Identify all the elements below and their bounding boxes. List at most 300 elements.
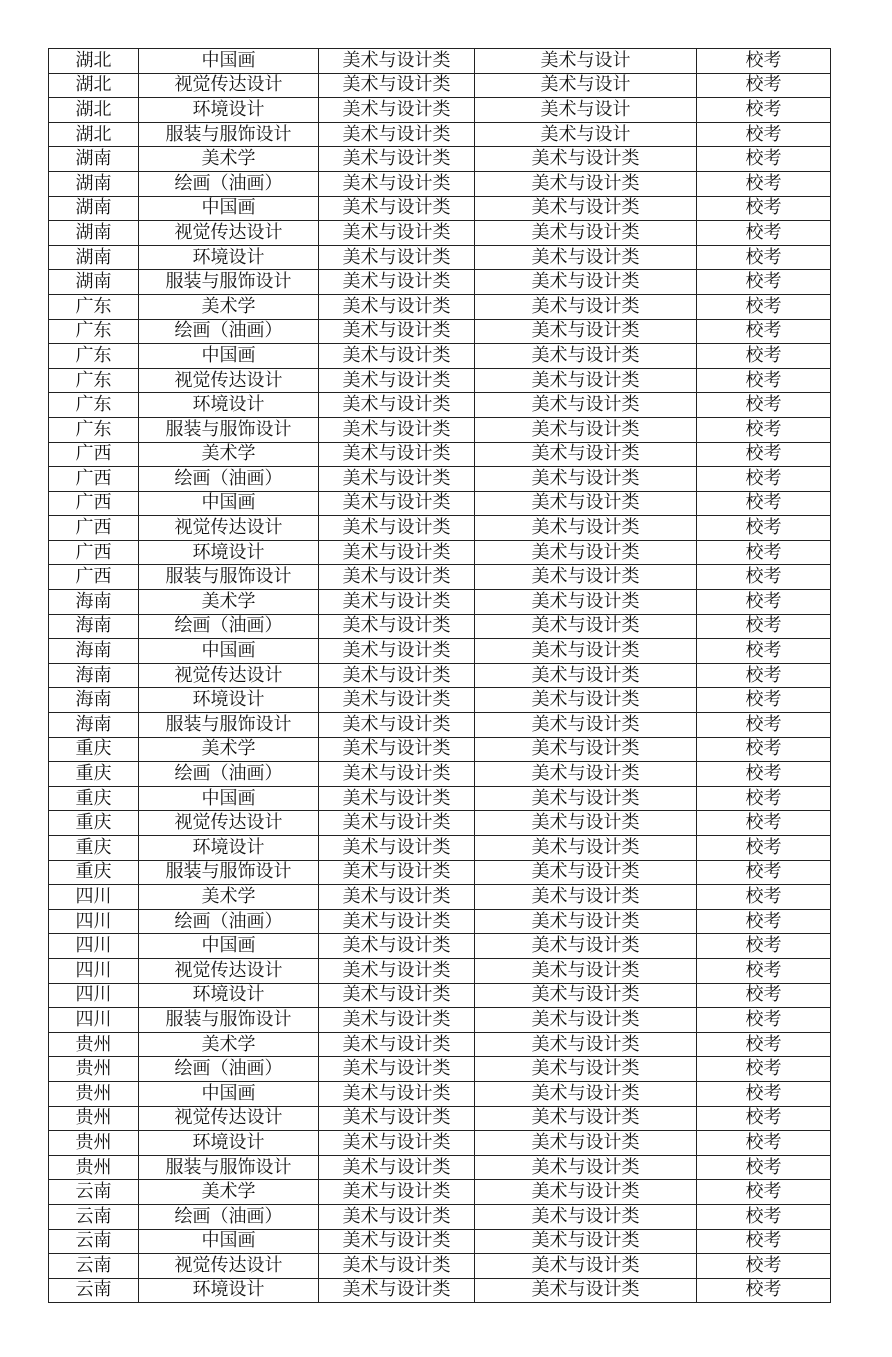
exam-method-cell: 校考 [697, 1229, 831, 1254]
province-cell: 云南 [49, 1229, 139, 1254]
province-cell: 湖南 [49, 270, 139, 295]
major-cell: 绘画（油画） [139, 1057, 319, 1082]
province-cell: 广西 [49, 540, 139, 565]
exam-type-cell: 美术与设计类 [475, 491, 697, 516]
category-cell: 美术与设计类 [319, 294, 475, 319]
exam-type-cell: 美术与设计类 [475, 319, 697, 344]
table-row [49, 147, 831, 172]
major-cell: 中国画 [139, 934, 319, 959]
exam-type-cell: 美术与设计 [475, 49, 697, 74]
table-row [49, 1278, 831, 1303]
exam-method-cell: 校考 [697, 1081, 831, 1106]
province-cell: 重庆 [49, 836, 139, 861]
major-cell: 美术学 [139, 737, 319, 762]
major-cell: 中国画 [139, 491, 319, 516]
category-cell: 美术与设计类 [319, 1254, 475, 1279]
exam-type-cell: 美术与设计类 [475, 688, 697, 713]
province-cell: 贵州 [49, 1106, 139, 1131]
major-cell: 视觉传达设计 [139, 811, 319, 836]
exam-method-cell: 校考 [697, 565, 831, 590]
table-row [49, 663, 831, 688]
exam-method-cell: 校考 [697, 934, 831, 959]
table-row [49, 1254, 831, 1279]
table-row [49, 516, 831, 541]
exam-method-cell: 校考 [697, 614, 831, 639]
exam-type-cell: 美术与设计类 [475, 171, 697, 196]
province-cell: 贵州 [49, 1032, 139, 1057]
table-row [49, 590, 831, 615]
category-cell: 美术与设计类 [319, 1008, 475, 1033]
table-row [49, 442, 831, 467]
exam-type-cell: 美术与设计类 [475, 1180, 697, 1205]
province-cell: 海南 [49, 663, 139, 688]
exam-method-cell: 校考 [697, 221, 831, 246]
major-cell: 环境设计 [139, 393, 319, 418]
category-cell: 美术与设计类 [319, 393, 475, 418]
category-cell: 美术与设计类 [319, 73, 475, 98]
major-cell: 中国画 [139, 196, 319, 221]
category-cell: 美术与设计类 [319, 467, 475, 492]
exam-type-cell: 美术与设计 [475, 73, 697, 98]
province-cell: 重庆 [49, 811, 139, 836]
exam-method-cell: 校考 [697, 122, 831, 147]
major-cell: 服装与服饰设计 [139, 1155, 319, 1180]
category-cell: 美术与设计类 [319, 1131, 475, 1156]
province-cell: 广东 [49, 368, 139, 393]
table-row [49, 737, 831, 762]
category-cell: 美术与设计类 [319, 319, 475, 344]
exam-type-cell: 美术与设计类 [475, 565, 697, 590]
table-row [49, 1008, 831, 1033]
table-row [49, 1155, 831, 1180]
category-cell: 美术与设计类 [319, 368, 475, 393]
exam-method-cell: 校考 [697, 417, 831, 442]
table-row [49, 958, 831, 983]
category-cell: 美术与设计类 [319, 442, 475, 467]
category-cell: 美术与设计类 [319, 270, 475, 295]
major-cell: 视觉传达设计 [139, 368, 319, 393]
table-row [49, 196, 831, 221]
province-cell: 四川 [49, 885, 139, 910]
category-cell: 美术与设计类 [319, 1106, 475, 1131]
category-cell: 美术与设计类 [319, 245, 475, 270]
province-cell: 重庆 [49, 860, 139, 885]
province-cell: 贵州 [49, 1057, 139, 1082]
table-row [49, 762, 831, 787]
table-row [49, 811, 831, 836]
major-cell: 服装与服饰设计 [139, 860, 319, 885]
table-row [49, 934, 831, 959]
table-row [49, 49, 831, 74]
category-cell: 美术与设计类 [319, 196, 475, 221]
table-row [49, 786, 831, 811]
major-cell: 视觉传达设计 [139, 958, 319, 983]
exam-method-cell: 校考 [697, 762, 831, 787]
category-cell: 美术与设计类 [319, 713, 475, 738]
major-cell: 视觉传达设计 [139, 663, 319, 688]
category-cell: 美术与设计类 [319, 762, 475, 787]
province-cell: 四川 [49, 983, 139, 1008]
exam-method-cell: 校考 [697, 540, 831, 565]
table-row [49, 860, 831, 885]
province-cell: 重庆 [49, 786, 139, 811]
major-cell: 美术学 [139, 147, 319, 172]
province-cell: 湖南 [49, 245, 139, 270]
table-body [49, 49, 831, 1303]
exam-method-cell: 校考 [697, 836, 831, 861]
major-cell: 美术学 [139, 442, 319, 467]
table-row [49, 344, 831, 369]
table-row [49, 467, 831, 492]
major-cell: 中国画 [139, 1229, 319, 1254]
exam-method-cell: 校考 [697, 491, 831, 516]
category-cell: 美术与设计类 [319, 171, 475, 196]
exam-method-cell: 校考 [697, 958, 831, 983]
table-row [49, 171, 831, 196]
category-cell: 美术与设计类 [319, 811, 475, 836]
province-cell: 贵州 [49, 1155, 139, 1180]
major-cell: 环境设计 [139, 983, 319, 1008]
category-cell: 美术与设计类 [319, 491, 475, 516]
province-cell: 四川 [49, 934, 139, 959]
major-cell: 中国画 [139, 639, 319, 664]
province-cell: 海南 [49, 713, 139, 738]
exam-method-cell: 校考 [697, 860, 831, 885]
category-cell: 美术与设计类 [319, 983, 475, 1008]
major-cell: 美术学 [139, 590, 319, 615]
major-cell: 服装与服饰设计 [139, 713, 319, 738]
province-cell: 海南 [49, 639, 139, 664]
table-row [49, 909, 831, 934]
province-cell: 湖北 [49, 49, 139, 74]
exam-type-cell: 美术与设计类 [475, 958, 697, 983]
exam-method-cell: 校考 [697, 368, 831, 393]
province-cell: 湖南 [49, 147, 139, 172]
exam-type-cell: 美术与设计类 [475, 516, 697, 541]
category-cell: 美术与设计类 [319, 590, 475, 615]
major-cell: 绘画（油画） [139, 909, 319, 934]
exam-method-cell: 校考 [697, 319, 831, 344]
major-cell: 美术学 [139, 885, 319, 910]
major-cell: 服装与服饰设计 [139, 270, 319, 295]
enrollment-table [48, 48, 831, 1303]
table-row [49, 393, 831, 418]
major-cell: 绘画（油画） [139, 1204, 319, 1229]
exam-type-cell: 美术与设计类 [475, 1057, 697, 1082]
category-cell: 美术与设计类 [319, 1081, 475, 1106]
category-cell: 美术与设计类 [319, 98, 475, 123]
province-cell: 广西 [49, 516, 139, 541]
exam-method-cell: 校考 [697, 786, 831, 811]
exam-method-cell: 校考 [697, 811, 831, 836]
category-cell: 美术与设计类 [319, 836, 475, 861]
exam-method-cell: 校考 [697, 1131, 831, 1156]
province-cell: 广东 [49, 319, 139, 344]
province-cell: 海南 [49, 614, 139, 639]
exam-type-cell: 美术与设计类 [475, 860, 697, 885]
major-cell: 绘画（油画） [139, 171, 319, 196]
major-cell: 服装与服饰设计 [139, 565, 319, 590]
table-row [49, 1081, 831, 1106]
exam-method-cell: 校考 [697, 1032, 831, 1057]
category-cell: 美术与设计类 [319, 221, 475, 246]
exam-method-cell: 校考 [697, 983, 831, 1008]
table-row [49, 491, 831, 516]
exam-method-cell: 校考 [697, 98, 831, 123]
exam-method-cell: 校考 [697, 909, 831, 934]
table-row [49, 614, 831, 639]
table-row [49, 1131, 831, 1156]
category-cell: 美术与设计类 [319, 49, 475, 74]
major-cell: 美术学 [139, 1180, 319, 1205]
exam-type-cell: 美术与设计类 [475, 1229, 697, 1254]
category-cell: 美术与设计类 [319, 639, 475, 664]
table-row [49, 639, 831, 664]
major-cell: 美术学 [139, 294, 319, 319]
exam-type-cell: 美术与设计类 [475, 909, 697, 934]
province-cell: 湖南 [49, 171, 139, 196]
exam-type-cell: 美术与设计类 [475, 368, 697, 393]
table-row [49, 245, 831, 270]
exam-type-cell: 美术与设计类 [475, 836, 697, 861]
table-row [49, 270, 831, 295]
major-cell: 环境设计 [139, 540, 319, 565]
category-cell: 美术与设计类 [319, 1180, 475, 1205]
province-cell: 广西 [49, 565, 139, 590]
table-row [49, 1229, 831, 1254]
exam-type-cell: 美术与设计类 [475, 713, 697, 738]
province-cell: 广西 [49, 491, 139, 516]
category-cell: 美术与设计类 [319, 1204, 475, 1229]
exam-type-cell: 美术与设计类 [475, 1008, 697, 1033]
table-row [49, 122, 831, 147]
major-cell: 环境设计 [139, 245, 319, 270]
table-row [49, 713, 831, 738]
major-cell: 视觉传达设计 [139, 1254, 319, 1279]
major-cell: 视觉传达设计 [139, 73, 319, 98]
table-row [49, 417, 831, 442]
exam-method-cell: 校考 [697, 737, 831, 762]
major-cell: 环境设计 [139, 98, 319, 123]
category-cell: 美术与设计类 [319, 934, 475, 959]
exam-type-cell: 美术与设计类 [475, 1204, 697, 1229]
table-row [49, 73, 831, 98]
major-cell: 环境设计 [139, 836, 319, 861]
category-cell: 美术与设计类 [319, 885, 475, 910]
exam-type-cell: 美术与设计类 [475, 147, 697, 172]
table-row [49, 885, 831, 910]
major-cell: 中国画 [139, 344, 319, 369]
province-cell: 湖北 [49, 98, 139, 123]
exam-method-cell: 校考 [697, 270, 831, 295]
major-cell: 服装与服饰设计 [139, 1008, 319, 1033]
category-cell: 美术与设计类 [319, 417, 475, 442]
exam-type-cell: 美术与设计类 [475, 196, 697, 221]
exam-type-cell: 美术与设计类 [475, 393, 697, 418]
category-cell: 美术与设计类 [319, 663, 475, 688]
exam-method-cell: 校考 [697, 885, 831, 910]
table-row [49, 1057, 831, 1082]
exam-type-cell: 美术与设计 [475, 98, 697, 123]
exam-type-cell: 美术与设计类 [475, 1081, 697, 1106]
exam-method-cell: 校考 [697, 688, 831, 713]
category-cell: 美术与设计类 [319, 516, 475, 541]
category-cell: 美术与设计类 [319, 122, 475, 147]
exam-method-cell: 校考 [697, 294, 831, 319]
exam-method-cell: 校考 [697, 467, 831, 492]
table-row [49, 1032, 831, 1057]
exam-type-cell: 美术与设计类 [475, 590, 697, 615]
province-cell: 贵州 [49, 1081, 139, 1106]
category-cell: 美术与设计类 [319, 1278, 475, 1303]
exam-method-cell: 校考 [697, 171, 831, 196]
major-cell: 环境设计 [139, 1278, 319, 1303]
table-row [49, 836, 831, 861]
category-cell: 美术与设计类 [319, 344, 475, 369]
province-cell: 云南 [49, 1278, 139, 1303]
major-cell: 环境设计 [139, 688, 319, 713]
major-cell: 视觉传达设计 [139, 516, 319, 541]
exam-type-cell: 美术与设计类 [475, 934, 697, 959]
province-cell: 湖北 [49, 73, 139, 98]
province-cell: 四川 [49, 909, 139, 934]
province-cell: 广东 [49, 344, 139, 369]
category-cell: 美术与设计类 [319, 565, 475, 590]
category-cell: 美术与设计类 [319, 1057, 475, 1082]
table-row [49, 1106, 831, 1131]
exam-type-cell: 美术与设计类 [475, 245, 697, 270]
exam-method-cell: 校考 [697, 1254, 831, 1279]
exam-type-cell: 美术与设计类 [475, 762, 697, 787]
exam-type-cell: 美术与设计类 [475, 467, 697, 492]
exam-type-cell: 美术与设计类 [475, 1278, 697, 1303]
exam-method-cell: 校考 [697, 196, 831, 221]
table-row [49, 983, 831, 1008]
category-cell: 美术与设计类 [319, 147, 475, 172]
province-cell: 四川 [49, 958, 139, 983]
exam-method-cell: 校考 [697, 245, 831, 270]
exam-type-cell: 美术与设计类 [475, 983, 697, 1008]
province-cell: 海南 [49, 590, 139, 615]
major-cell: 绘画（油画） [139, 467, 319, 492]
category-cell: 美术与设计类 [319, 786, 475, 811]
category-cell: 美术与设计类 [319, 958, 475, 983]
province-cell: 重庆 [49, 737, 139, 762]
exam-method-cell: 校考 [697, 663, 831, 688]
exam-type-cell: 美术与设计类 [475, 639, 697, 664]
major-cell: 绘画（油画） [139, 762, 319, 787]
table-row [49, 98, 831, 123]
exam-type-cell: 美术与设计类 [475, 442, 697, 467]
table-row [49, 221, 831, 246]
exam-method-cell: 校考 [697, 1106, 831, 1131]
exam-method-cell: 校考 [697, 344, 831, 369]
exam-method-cell: 校考 [697, 1180, 831, 1205]
province-cell: 云南 [49, 1180, 139, 1205]
major-cell: 绘画（油画） [139, 319, 319, 344]
exam-type-cell: 美术与设计类 [475, 1106, 697, 1131]
exam-type-cell: 美术与设计类 [475, 1032, 697, 1057]
exam-type-cell: 美术与设计类 [475, 417, 697, 442]
major-cell: 视觉传达设计 [139, 221, 319, 246]
major-cell: 视觉传达设计 [139, 1106, 319, 1131]
exam-type-cell: 美术与设计类 [475, 344, 697, 369]
major-cell: 中国画 [139, 786, 319, 811]
exam-type-cell: 美术与设计类 [475, 885, 697, 910]
exam-type-cell: 美术与设计类 [475, 614, 697, 639]
exam-method-cell: 校考 [697, 590, 831, 615]
exam-type-cell: 美术与设计类 [475, 540, 697, 565]
exam-type-cell: 美术与设计类 [475, 737, 697, 762]
exam-type-cell: 美术与设计类 [475, 270, 697, 295]
exam-type-cell: 美术与设计类 [475, 663, 697, 688]
exam-method-cell: 校考 [697, 49, 831, 74]
exam-method-cell: 校考 [697, 639, 831, 664]
major-cell: 绘画（油画） [139, 614, 319, 639]
exam-type-cell: 美术与设计类 [475, 294, 697, 319]
category-cell: 美术与设计类 [319, 1229, 475, 1254]
province-cell: 广西 [49, 467, 139, 492]
exam-type-cell: 美术与设计 [475, 122, 697, 147]
province-cell: 湖南 [49, 221, 139, 246]
exam-method-cell: 校考 [697, 442, 831, 467]
province-cell: 云南 [49, 1204, 139, 1229]
province-cell: 湖北 [49, 122, 139, 147]
province-cell: 重庆 [49, 762, 139, 787]
province-cell: 广西 [49, 442, 139, 467]
exam-method-cell: 校考 [697, 1155, 831, 1180]
province-cell: 贵州 [49, 1131, 139, 1156]
major-cell: 中国画 [139, 1081, 319, 1106]
category-cell: 美术与设计类 [319, 540, 475, 565]
category-cell: 美术与设计类 [319, 737, 475, 762]
province-cell: 云南 [49, 1254, 139, 1279]
exam-method-cell: 校考 [697, 1057, 831, 1082]
exam-method-cell: 校考 [697, 1278, 831, 1303]
exam-method-cell: 校考 [697, 516, 831, 541]
exam-method-cell: 校考 [697, 713, 831, 738]
table-row [49, 368, 831, 393]
province-cell: 海南 [49, 688, 139, 713]
category-cell: 美术与设计类 [319, 614, 475, 639]
province-cell: 广东 [49, 393, 139, 418]
category-cell: 美术与设计类 [319, 860, 475, 885]
province-cell: 广东 [49, 417, 139, 442]
category-cell: 美术与设计类 [319, 1032, 475, 1057]
table-row [49, 1204, 831, 1229]
major-cell: 服装与服饰设计 [139, 417, 319, 442]
exam-method-cell: 校考 [697, 1008, 831, 1033]
table-row [49, 294, 831, 319]
exam-type-cell: 美术与设计类 [475, 1155, 697, 1180]
table-row [49, 1180, 831, 1205]
province-cell: 湖南 [49, 196, 139, 221]
exam-type-cell: 美术与设计类 [475, 1254, 697, 1279]
province-cell: 广东 [49, 294, 139, 319]
table-row [49, 540, 831, 565]
exam-method-cell: 校考 [697, 147, 831, 172]
exam-method-cell: 校考 [697, 1204, 831, 1229]
table-row [49, 319, 831, 344]
major-cell: 服装与服饰设计 [139, 122, 319, 147]
exam-method-cell: 校考 [697, 73, 831, 98]
province-cell: 四川 [49, 1008, 139, 1033]
category-cell: 美术与设计类 [319, 688, 475, 713]
major-cell: 环境设计 [139, 1131, 319, 1156]
table-row [49, 688, 831, 713]
table-row [49, 565, 831, 590]
exam-type-cell: 美术与设计类 [475, 786, 697, 811]
